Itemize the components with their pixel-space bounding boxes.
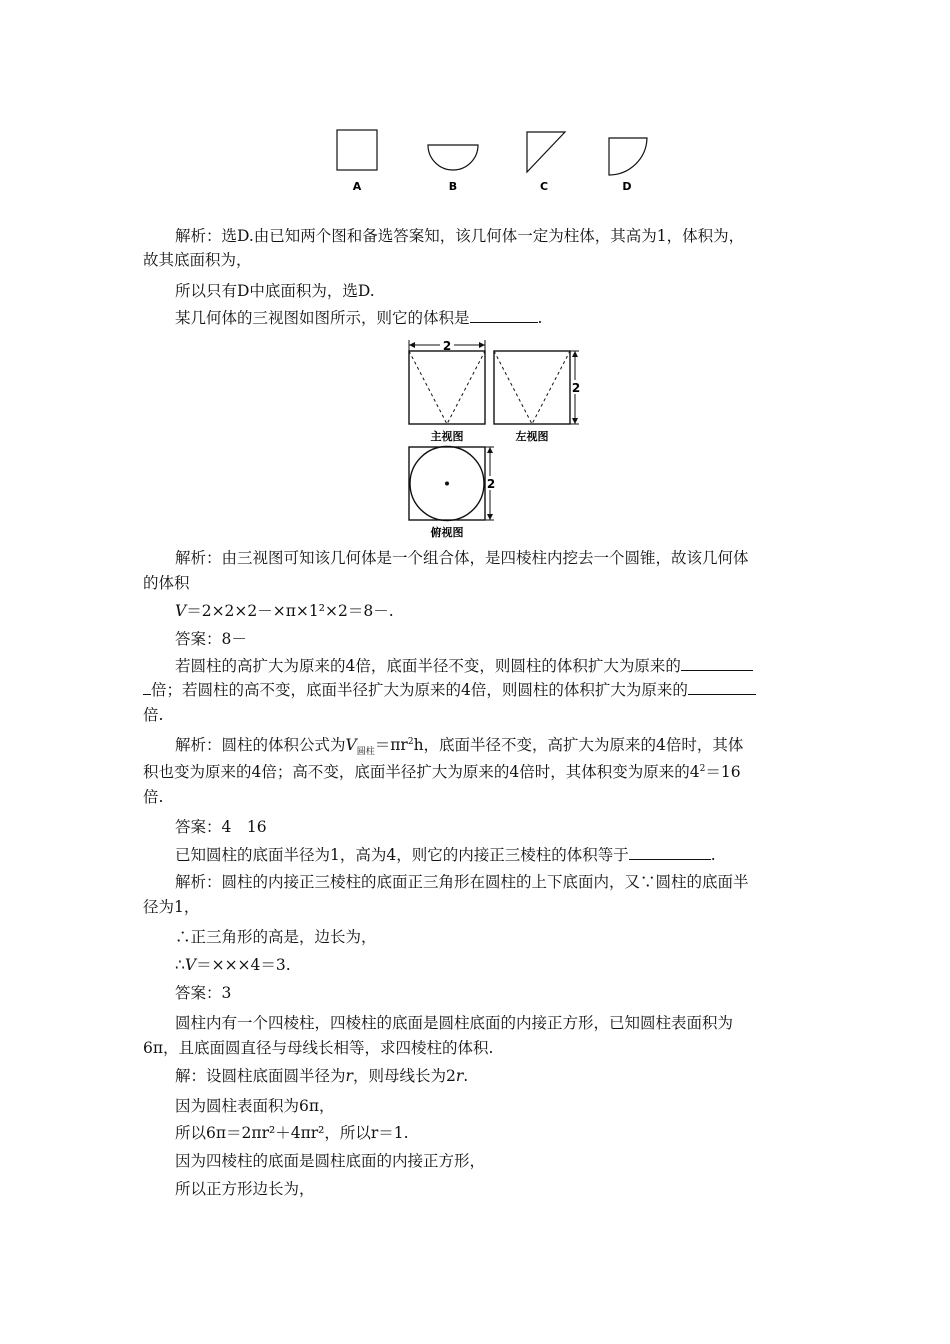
para-7a: [175, 654, 808, 678]
para-5-text: ＝2×2×2－×π×1²×2＝8－.: [186, 602, 394, 620]
para-5: [175, 599, 808, 623]
left-view-label: 左视图: [515, 430, 549, 443]
para-16-r2: r: [455, 1067, 464, 1085]
para-16-mid: ，则母线长为2: [352, 1067, 456, 1085]
para-8b-post: ＝16: [705, 763, 741, 781]
options-figure: [320, 120, 680, 200]
front-view: [409, 351, 485, 424]
para-18: 所以6π＝2πr²＋4πr²，所以r＝1.: [175, 1124, 409, 1142]
answer-blank-2-cont: [143, 680, 151, 695]
option-c-label: C: [539, 180, 549, 193]
three-view-figure: [395, 338, 595, 548]
para-5-v: V: [175, 602, 187, 620]
para-17: 因为圆柱表面积为6π，: [175, 1097, 335, 1115]
para-12: ∴正三角形的高是，边长为，: [175, 928, 377, 946]
para-4a: 解析：由三视图可知该几何体是一个组合体，是四棱柱内挖去一个圆锥，故该几何体: [175, 549, 749, 567]
para-2: 所以只有D中底面积为，选D.: [175, 282, 375, 300]
para-10-text: 已知圆柱的底面半径为1，高为4，则它的内接正三棱柱的体积等于: [175, 846, 629, 864]
para-7a-text: 若圆柱的高扩大为原来的4倍，底面半径不变，则圆柱的体积扩大为原来的: [175, 657, 681, 675]
answer-blank-3[interactable]: [688, 680, 756, 695]
para-16-end: .: [463, 1067, 469, 1085]
para-8a: [175, 733, 808, 757]
para-16-r: r: [345, 1067, 353, 1085]
para-3: [175, 306, 808, 330]
para-13-v: V: [184, 956, 197, 974]
para-16-pre: 解：设圆柱底面圆半径为: [175, 1067, 346, 1085]
option-a-label: A: [352, 180, 362, 193]
para-7b: [143, 678, 808, 702]
para-8b-pre: 积也变为原来的4倍；高不变，底面半径扩大为原来的4倍时，其体积变为原来的4: [143, 763, 700, 781]
para-13-pre: ∴: [175, 956, 185, 974]
para-8a-sup: 2: [407, 736, 414, 747]
para-14: 答案：3: [175, 984, 232, 1002]
option-b-label: B: [448, 180, 458, 193]
para-11b: 径为1，: [143, 898, 200, 916]
option-a-square: [337, 130, 377, 170]
para-8a-sub: 圆柱: [356, 747, 375, 758]
para-10: [175, 843, 808, 867]
front-view-label: 主视图: [430, 430, 464, 443]
para-7b-text: 倍；若圆柱的高不变，底面半径扩大为原来的4倍，则圆柱的体积扩大为原来的: [151, 681, 688, 699]
para-19: 因为四棱柱的底面是圆柱底面的内接正方形，: [175, 1152, 486, 1170]
para-13: [175, 953, 808, 977]
para-3-text: 某几何体的三视图如图所示，则它的体积是: [175, 309, 470, 327]
left-view: [494, 351, 570, 424]
para-15b: 6π，且底面圆直径与母线长相等，求四棱柱的体积.: [143, 1039, 494, 1057]
para-13-text: ＝×××4＝3.: [196, 956, 291, 974]
option-d-quarter-circle: [609, 138, 647, 175]
para-6: 答案：8－: [175, 630, 247, 648]
top-view-label: 俯视图: [430, 526, 464, 539]
para-7c: 倍.: [143, 706, 164, 724]
para-8a-v: V: [345, 736, 357, 754]
option-c-triangle: [527, 132, 565, 172]
para-8b-sup: 2: [699, 763, 706, 774]
answer-blank-4[interactable]: [629, 845, 711, 860]
para-15a: 圆柱内有一个四棱柱，四棱柱的底面是圆柱底面的内接正方形，已知圆柱表面积为: [175, 1014, 734, 1032]
para-16: [175, 1064, 808, 1088]
para-8a-pre: 解析：圆柱的体积公式为: [175, 736, 346, 754]
para-4b: 的体积: [143, 574, 190, 592]
para-8c: 倍.: [143, 788, 164, 806]
answer-blank-2[interactable]: [681, 656, 753, 671]
option-b-semicircle: [428, 145, 478, 170]
para-9: 答案：4 16: [175, 818, 267, 836]
top-height-label: 2: [486, 477, 496, 491]
para-20: 所以正方形边长为，: [175, 1180, 315, 1198]
top-view-center-dot: [445, 482, 449, 486]
left-height-label: 2: [571, 381, 581, 395]
para-1a: 解析：选D.由已知两个图和备选答案知，该几何体一定为柱体，其高为1，体积为，: [175, 227, 745, 245]
front-width-label: 2: [442, 339, 452, 353]
para-3-end: .: [537, 309, 543, 327]
para-1b: 故其底面积为，: [143, 251, 252, 269]
para-11a: 解析：圆柱的内接正三棱柱的底面正三角形在圆柱的上下底面内，又∵圆柱的底面半: [175, 873, 749, 891]
answer-blank-1[interactable]: [470, 308, 538, 323]
para-8a-post: h，底面半径不变，高扩大为原来的4倍时，其体: [413, 736, 744, 754]
para-8b: [143, 760, 808, 784]
para-10-end: .: [710, 846, 716, 864]
option-d-label: D: [622, 180, 632, 193]
para-8a-eq: ＝πr: [374, 736, 408, 754]
